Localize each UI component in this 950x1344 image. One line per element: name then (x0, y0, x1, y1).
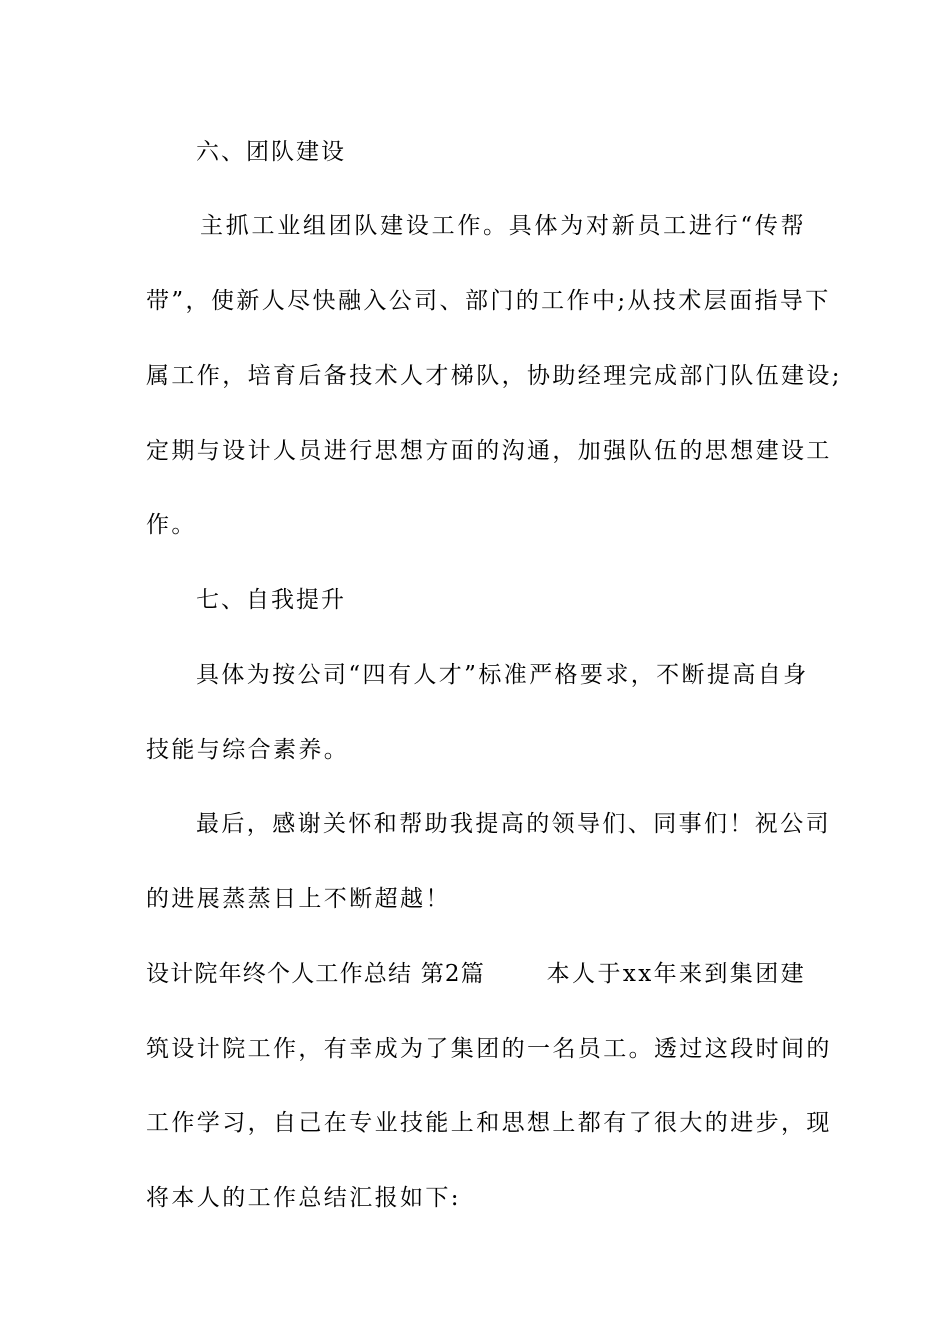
paragraph-line: 最后，感谢关怀和帮助我提高的领导们、同事们！祝公司 (196, 811, 831, 837)
paragraph-line: 主抓工业组团队建设工作。具体为对新员工进行“传帮 (200, 213, 806, 239)
article-intro-start: 本人于xx年来到集团建 (546, 961, 806, 987)
paragraph-line: 的进展蒸蒸日上不断超越！ (146, 886, 451, 912)
paragraph-line: 工作学习，自己在专业技能上和思想上都有了很大的进步，现 (146, 1110, 832, 1136)
paragraph-line: 将本人的工作总结汇报如下: (146, 1185, 461, 1211)
section-heading-team-building: 六、团队建设 (196, 139, 346, 165)
paragraph-line: 技能与综合素养。 (146, 737, 350, 763)
paragraph-line: 筑设计院工作，有幸成为了集团的一名员工。透过这段时间的 (146, 1036, 832, 1062)
article-title-row (146, 959, 806, 989)
paragraph-line: 作。 (146, 512, 197, 538)
paragraph-line: 带”，使新人尽快融入公司、部门的工作中;从技术层面指导下 (146, 288, 831, 314)
paragraph-line: 属工作，培育后备技术人才梯队，协助经理完成部门队伍建设; (146, 363, 842, 389)
article-title: 设计院年终个人工作总结 第2篇 (146, 961, 485, 987)
paragraph-line: 定期与设计人员进行思想方面的沟通，加强队伍的思想建设工 (146, 438, 832, 464)
section-heading-self-improvement: 七、自我提升 (196, 587, 346, 613)
paragraph-line: 具体为按公司“四有人才”标准严格要求，不断提高自身 (196, 662, 809, 688)
